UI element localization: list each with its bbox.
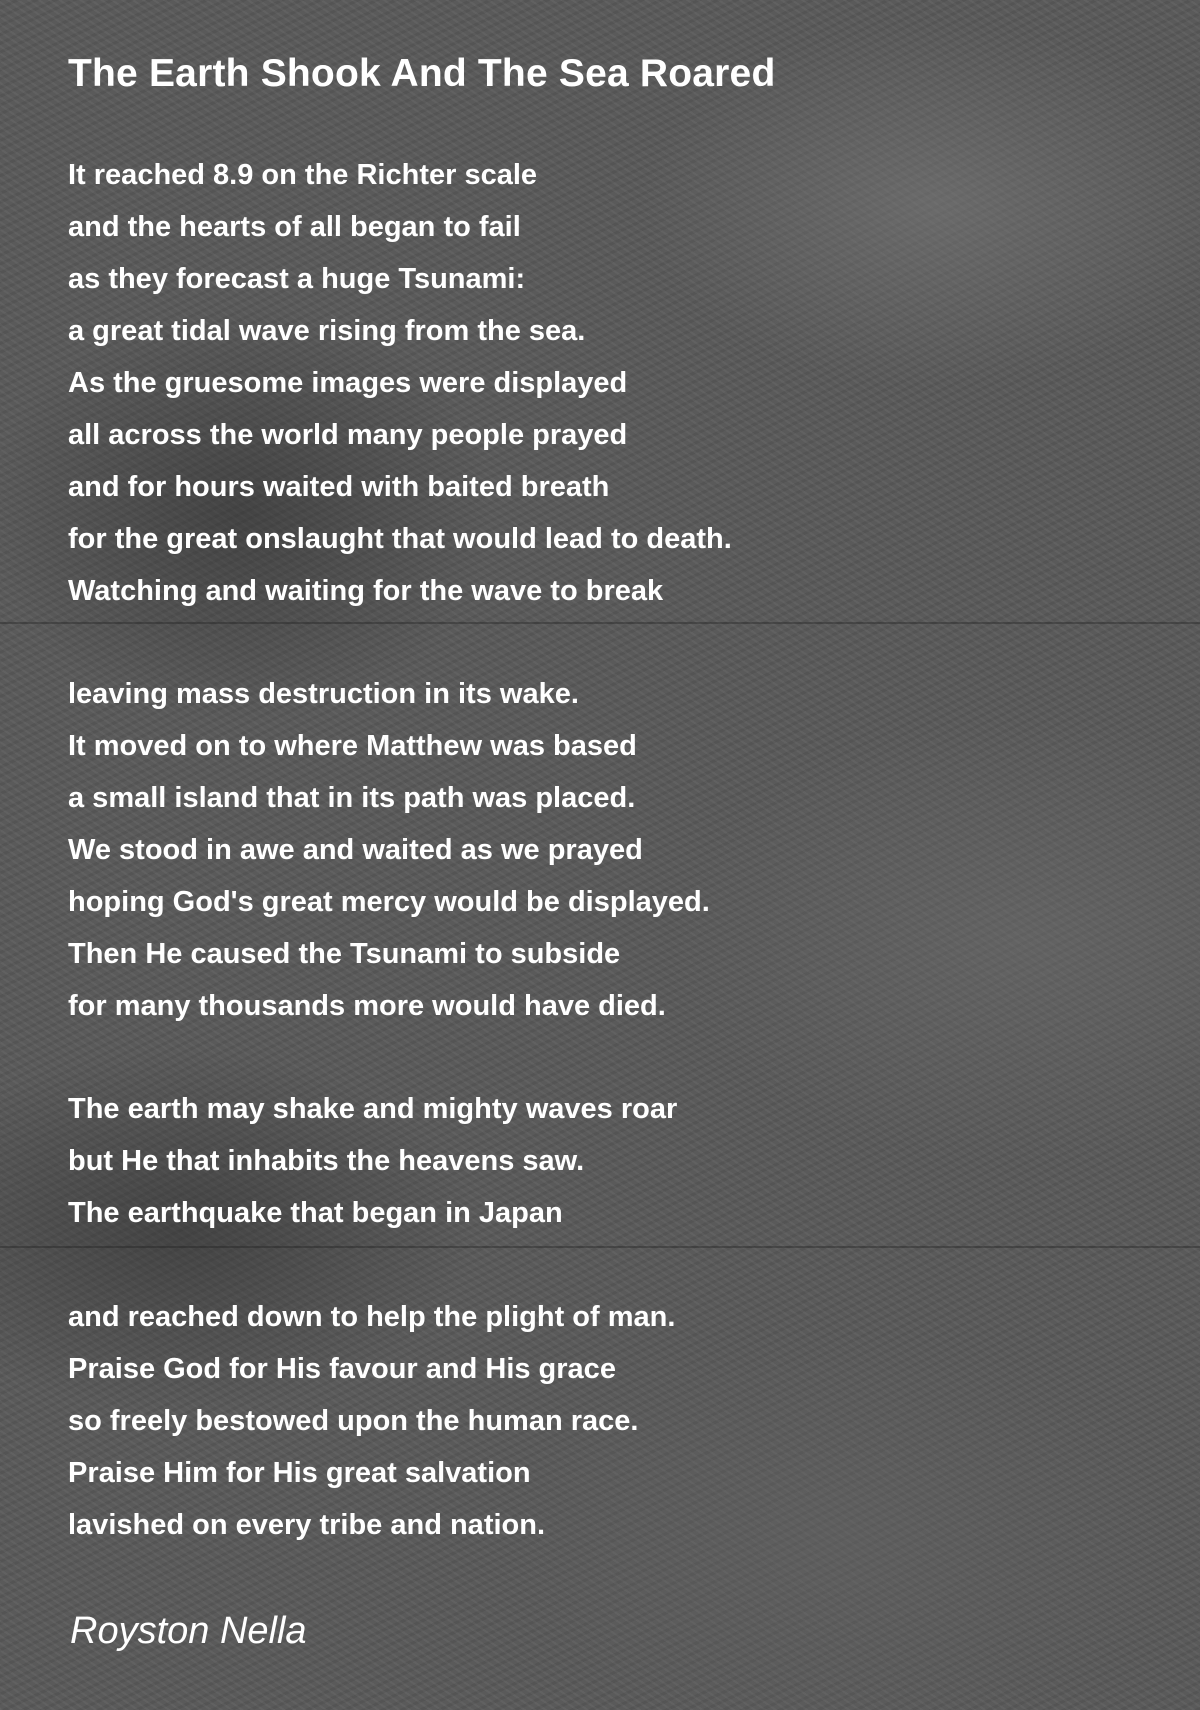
poem-line: We stood in awe and waited as we prayed: [68, 834, 643, 866]
poem-line: and the hearts of all began to fail: [68, 211, 521, 243]
poem-line: It reached 8.9 on the Richter scale: [68, 159, 538, 191]
poem-line: Praise Him for His great salvation: [68, 1457, 531, 1489]
poem-line: hoping God's great mercy would be displayed.: [68, 886, 710, 918]
poem-line: a small island that in its path was placed.: [68, 782, 636, 814]
poem-line: The earth may shake and mighty waves roar: [68, 1093, 678, 1125]
poem-line: a great tidal wave rising from the sea.: [68, 315, 586, 347]
poem-line: but He that inhabits the heavens saw.: [68, 1145, 585, 1177]
stanza-2: [68, 668, 710, 1032]
poem-line: Watching and waiting for the wave to break: [68, 575, 664, 607]
stanza-1: [68, 149, 732, 617]
poem-line: Praise God for His favour and His grace: [68, 1353, 616, 1385]
stanza-4: [68, 1291, 675, 1551]
poem-title: The Earth Shook And The Sea Roared: [68, 52, 776, 95]
stanza-3: [68, 1083, 677, 1239]
poem-line: as they forecast a huge Tsunami:: [68, 263, 526, 295]
poem-line: and reached down to help the plight of man.: [68, 1301, 676, 1333]
poem-line: so freely bestowed upon the human race.: [68, 1405, 639, 1437]
background-seam: [0, 1246, 1200, 1248]
poem-line: The earthquake that began in Japan: [68, 1197, 563, 1229]
poem-line: It moved on to where Matthew was based: [68, 730, 637, 762]
poem-author: Royston Nella: [70, 1610, 307, 1652]
poem-line: As the gruesome images were displayed: [68, 367, 628, 399]
poem-line: lavished on every tribe and nation.: [68, 1509, 546, 1541]
background-seam: [0, 622, 1200, 624]
poem-line: leaving mass destruction in its wake.: [68, 678, 579, 710]
poem-line: for the great onslaught that would lead to death.: [68, 523, 732, 555]
poem-line: and for hours waited with baited breath: [68, 471, 610, 503]
poem-line: Then He caused the Tsunami to subside: [68, 938, 621, 970]
poem-line: for many thousands more would have died.: [68, 990, 666, 1022]
poem-line: all across the world many people prayed: [68, 419, 628, 451]
